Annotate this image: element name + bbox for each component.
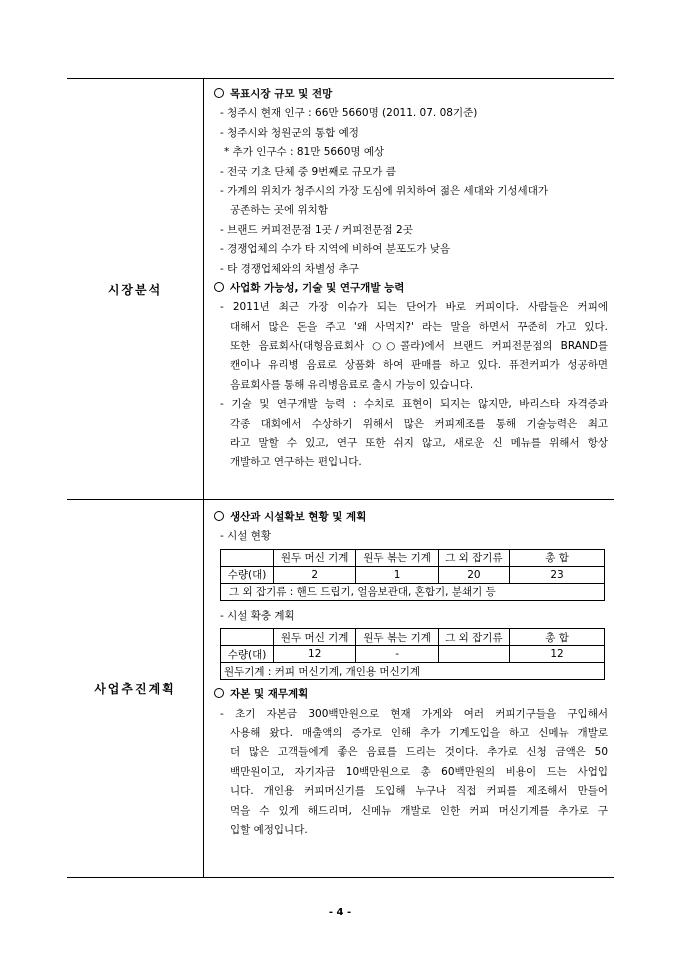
table-note-row — [221, 663, 605, 680]
document-table — [67, 78, 614, 878]
table-cell: 2 — [274, 566, 356, 583]
market-analysis-label: 시장분석 — [67, 79, 204, 499]
table-cell: 그 외 잡기류 — [438, 629, 509, 646]
text-line: - 전국 기초 단체 중 9번째로 규모가 큼 — [220, 165, 396, 178]
text-line: - 기술 및 연구개발 능력 : 수치로 표현이 되지는 않지만, 바리스타 자격증과 — [220, 398, 608, 411]
section-heading: 목표시장 규모 및 전망 — [214, 85, 608, 104]
table-cell: 총 합 — [510, 549, 605, 566]
table-cell: 원두 볶는 기계 — [356, 629, 438, 646]
text-line: 먹을 수 있게 해드리며, 신메뉴 개발로 인한 커피 머신기계를 추가로 구 — [230, 804, 608, 817]
text-line: 공존하는 곳에 위치함 — [230, 204, 328, 217]
table-cell: 12 — [274, 646, 356, 663]
text-line: 사용해 왔다. 매출액의 증가로 인해 추가 기계도입을 하고 신메뉴 개발로 — [230, 726, 608, 739]
text-line: 입할 예정입니다. — [230, 823, 308, 836]
text-line: 각종 대회에서 수상하기 위해서 많은 커피제조를 통해 기술능력은 최고 — [230, 417, 608, 430]
text-line: 니다. 개인용 커피머신기를 도입해 누구나 직접 커피를 제조해서 만들어 — [230, 785, 608, 798]
table-cell: 원두 머신 기계 — [274, 549, 356, 566]
table-cell: 수량(대) — [221, 646, 274, 663]
section-heading: 자본 및 재무계획 — [214, 685, 608, 704]
text-line: - 시설 현황 — [220, 530, 272, 543]
text-line: - 시설 확충 계획 — [220, 609, 295, 622]
text-line: - 타 경쟁업체와의 차별성 추구 — [220, 262, 359, 275]
table-note: 원두기계 : 커피 머신기계, 개인용 머신기계 — [221, 663, 605, 680]
text-line: - 가계의 위치가 청주시의 가장 도심에 위치하여 젊은 세대와 기성세대가 — [220, 184, 548, 197]
text-line: 음료회사를 통해 유리병음료로 출시 가능이 있습니다. — [230, 378, 474, 391]
table-row — [221, 566, 605, 583]
market-analysis-content — [204, 79, 614, 499]
table-cell: 원두 머신 기계 — [274, 629, 356, 646]
text-line: - 청주시와 청원군의 통합 예정 — [220, 126, 359, 139]
table-note: 그 외 잡기류 : 핸드 드립기, 얼음보관대, 혼합기, 분쇄기 등 — [221, 583, 605, 600]
text-line: 또한 음료회사(대형음료회사 ○○콜라)에서 브랜드 커피전문점의 BRAND를 — [230, 340, 608, 353]
facility-status-table — [220, 549, 605, 601]
table-note-row — [221, 583, 605, 600]
business-plan-row — [67, 500, 614, 877]
table-cell: - — [356, 646, 438, 663]
table-cell — [221, 549, 274, 566]
circle-bullet-icon — [214, 511, 224, 521]
text-line: - 브랜드 커피전문점 1곳 / 커피전문점 2곳 — [220, 223, 413, 236]
table-header-row — [221, 629, 605, 646]
text-line: 개발하고 연구하는 편입니다. — [230, 456, 362, 469]
table-row — [221, 646, 605, 663]
table-cell: 20 — [438, 566, 509, 583]
circle-bullet-icon — [214, 688, 224, 698]
text-line: - 청주시 현재 인구 : 66만 5660명 (2011. 07. 08기준) — [220, 107, 478, 120]
market-analysis-row — [67, 79, 614, 500]
text-line: - 초기 자본금 300백만원으로 현재 가게와 여러 커피기구들을 구입해서 — [220, 707, 608, 720]
table-cell — [438, 646, 509, 663]
table-cell: 수량(대) — [221, 566, 274, 583]
text-line: - 경쟁업체의 수가 타 지역에 비하여 분포도가 낮음 — [220, 243, 451, 256]
table-cell: 원두 볶는 기계 — [356, 549, 438, 566]
text-line: * 추가 인구수 : 81만 5660명 예상 — [224, 146, 385, 159]
text-line: 캔이나 유리병 음료로 상품화 하여 판매를 하고 있다. 퓨전커피가 성공하면 — [230, 359, 608, 372]
circle-bullet-icon — [214, 88, 224, 98]
page-number: - 4 - — [328, 907, 352, 918]
text-line: 라고 말할 수 있고, 연구 또한 쉬지 않고, 새로운 신 메뉴를 위해서 항상 — [230, 437, 608, 450]
table-cell — [221, 629, 274, 646]
circle-bullet-icon — [214, 282, 224, 292]
table-header-row — [221, 549, 605, 566]
table-cell: 1 — [356, 566, 438, 583]
table-cell: 23 — [510, 566, 605, 583]
facility-expansion-table — [220, 628, 605, 680]
business-plan-label: 사업추진계획 — [67, 500, 204, 877]
text-line: - 2011년 최근 가장 이슈가 되는 단어가 바로 커피이다. 사람들은 커피에 — [220, 301, 608, 314]
table-cell: 그 외 잡기류 — [438, 549, 509, 566]
text-line: 백만원이고, 자기자금 10백만원으로 총 60백만원의 비용이 드는 사업입 — [230, 765, 608, 778]
section-heading: 생산과 시설확보 현황 및 계획 — [214, 508, 608, 527]
business-plan-content — [204, 500, 614, 877]
section-heading: 사업화 가능성, 기술 및 연구개발 능력 — [214, 279, 608, 298]
table-cell: 총 합 — [510, 629, 605, 646]
text-line: 더 많은 고객들에게 좋은 음료를 드리는 것이다. 추가로 신청 금액은 50 — [230, 746, 608, 759]
text-line: 대해서 많은 돈을 주고 '왜 사먹지?' 라는 말을 하면서 꾸준히 가고 있다. — [230, 320, 608, 333]
table-cell: 12 — [510, 646, 605, 663]
